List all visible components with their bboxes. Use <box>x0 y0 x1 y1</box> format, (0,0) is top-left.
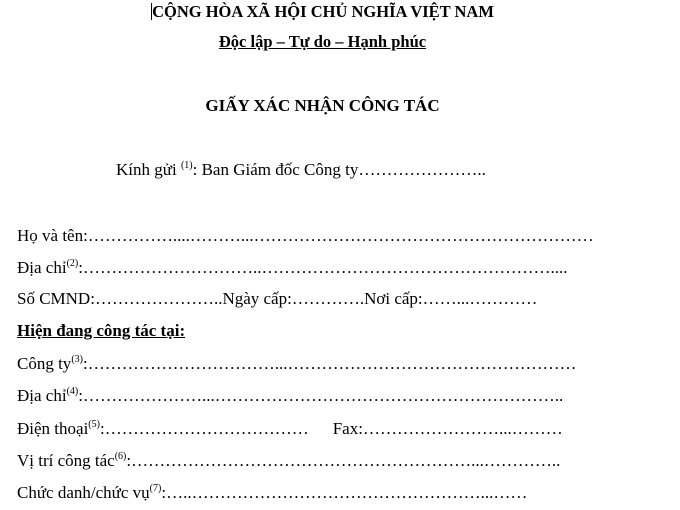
title-role-line <box>17 483 561 503</box>
phone-label: Điện thoại <box>17 419 89 438</box>
footnote-ref: (5) <box>88 419 100 430</box>
id-label: Số CMND: <box>17 289 95 308</box>
phone-line <box>17 419 578 439</box>
title-role-blank[interactable]: …..……………………………………………...…… <box>166 483 528 502</box>
footnote-ref: (1) <box>180 160 193 171</box>
colon: : <box>78 258 83 277</box>
footnote-ref: (4) <box>66 386 79 397</box>
company-blank[interactable]: ……………………………...…………………………………………… <box>87 354 577 373</box>
address-label: Địa chỉ <box>17 258 67 277</box>
colon: : <box>78 386 83 405</box>
phone-blank[interactable]: ……………………………… <box>104 419 309 438</box>
document-title: GIẤY XÁC NHẬN CÔNG TÁC <box>205 96 440 115</box>
address-blank[interactable]: …………………………..…………………………………………….... <box>82 258 568 277</box>
colon: : <box>82 354 88 373</box>
footnote-ref: (3) <box>71 354 83 365</box>
country-text: CỘNG HÒA XÃ HỘI CHỦ NGHĨA VIỆT NAM <box>152 2 494 21</box>
company-address-line <box>17 386 583 406</box>
recipient-label: Kính gửi <box>116 160 177 179</box>
fax-blank[interactable]: ……………………...……… <box>362 419 563 438</box>
section-heading: Hiện đang công tác tại: <box>17 321 186 340</box>
name-blank[interactable]: ……………....………...…………………………………………………… <box>87 226 594 245</box>
colon: : <box>161 483 167 502</box>
issue-place-label: Nơi cấp: <box>364 289 423 308</box>
company-address-blank[interactable]: …………………...…………………………………………………….. <box>82 386 564 405</box>
company-address-label: Địa chỉ <box>17 386 67 405</box>
footnote-ref: (2) <box>66 258 79 269</box>
footnote-ref: (6) <box>114 451 127 462</box>
address-line <box>17 258 588 278</box>
company-label: Công ty <box>17 354 72 373</box>
fax-label: Fax: <box>332 419 363 438</box>
position-blank[interactable]: ……………………………………………………...………….. <box>131 451 561 470</box>
position-label: Vị trí công tác <box>17 451 115 470</box>
country-heading <box>0 2 645 22</box>
company-line <box>17 354 588 374</box>
recipient-line <box>116 160 486 180</box>
issue-date-label: Ngày cấp: <box>222 289 292 308</box>
motto: Độc lập – Tự do – Hạnh phúc <box>218 32 427 51</box>
id-blank[interactable]: ………………….. <box>94 289 223 308</box>
colon: : <box>99 419 105 438</box>
colon: : <box>126 451 132 470</box>
title-role-label: Chức danh/chức vụ <box>17 483 150 502</box>
issue-place-blank[interactable]: ……...………… <box>422 289 538 308</box>
name-line <box>17 226 598 246</box>
footnote-ref: (7) <box>149 483 162 494</box>
issue-date-blank[interactable]: …………. <box>291 289 365 308</box>
position-line <box>17 451 576 471</box>
name-label: Họ và tên: <box>17 226 88 245</box>
id-line <box>17 289 537 309</box>
recipient-blank[interactable]: ………………….. <box>358 160 486 179</box>
recipient-text: : Ban Giám đốc Công ty <box>192 160 359 179</box>
